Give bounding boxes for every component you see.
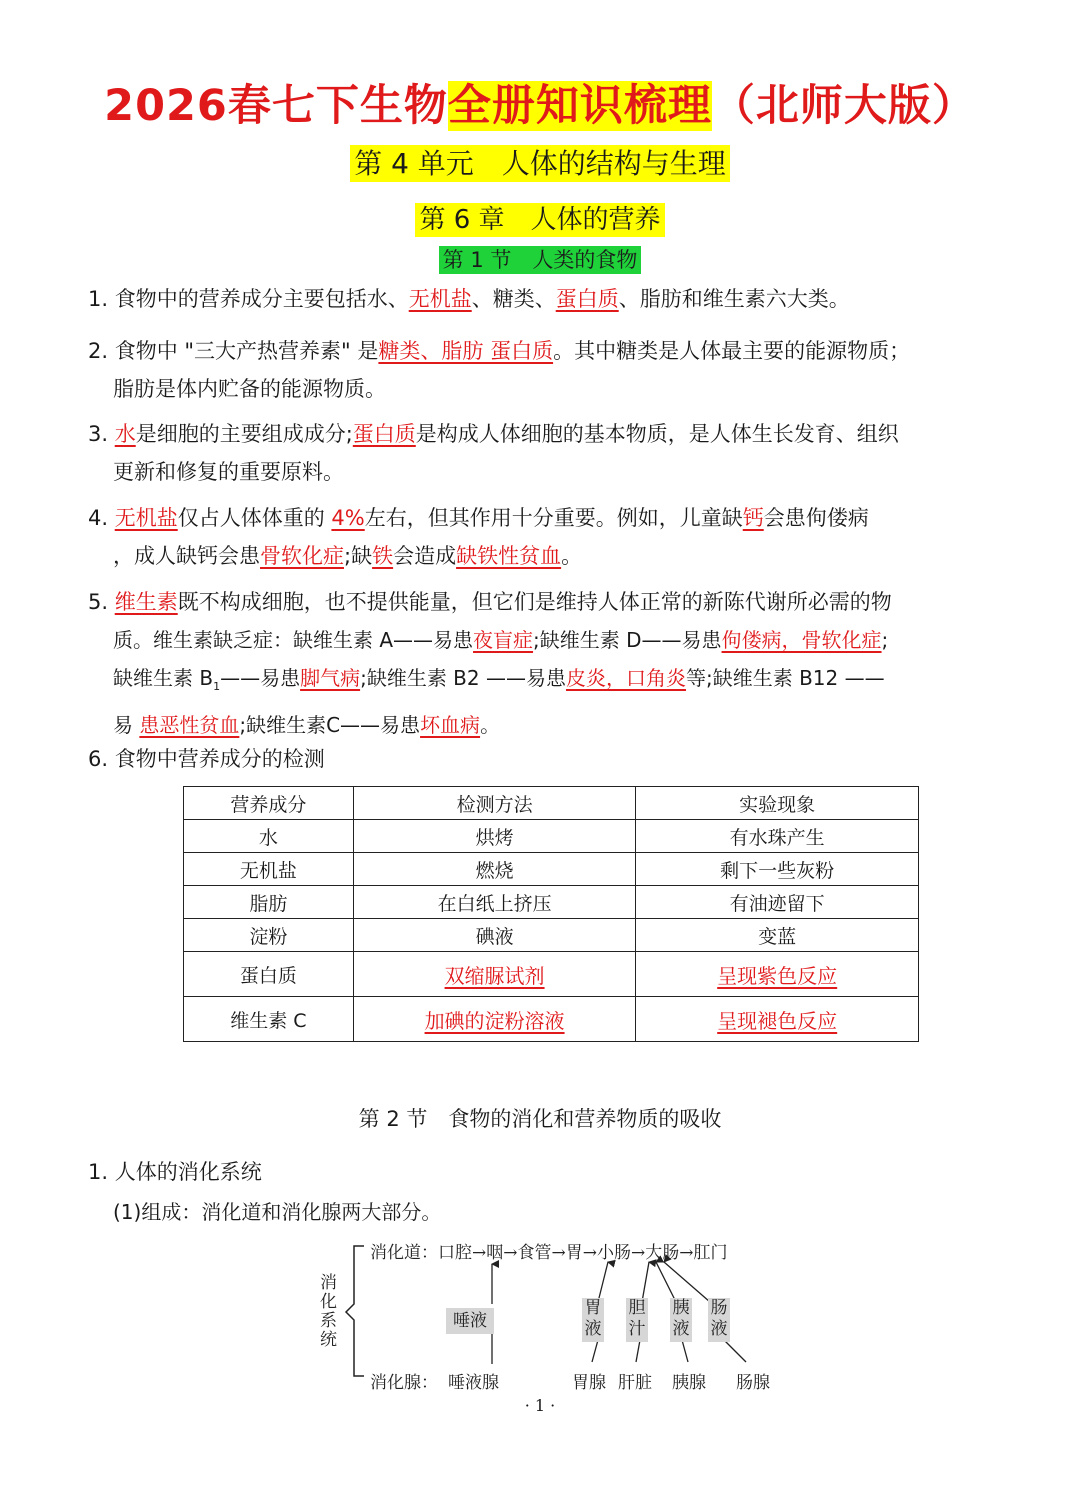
- item-6: 6. 食物中营养成分的检测: [88, 747, 325, 771]
- unit-heading: 第 4 单元 人体的结构与生理: [0, 142, 1080, 182]
- table-header: 营养成分: [184, 787, 354, 820]
- section-2-item-1-sub: (1)组成：消化道和消化腺两大部分。: [113, 1200, 442, 1224]
- section-2-item-1: 1. 人体的消化系统: [88, 1160, 262, 1184]
- table-row: 维生素 C 加碘的淀粉溶液 呈现褪色反应: [184, 997, 919, 1042]
- title-part1: 2026春七下生物: [104, 81, 448, 131]
- section-heading: 第 1 节 人类的食物: [0, 244, 1080, 274]
- intestinal-juice-box: 肠液: [708, 1298, 730, 1342]
- pancreatic-juice-box: 胰液: [670, 1298, 692, 1342]
- table-row: 水 烘烤 有水珠产生: [184, 820, 919, 853]
- glands-label: 消化腺：: [370, 1373, 438, 1393]
- system-label: 消化系统: [320, 1273, 337, 1350]
- title-part2: （北师大版）: [711, 81, 976, 131]
- table-row: 蛋白质 双缩脲试剂 呈现紫色反应: [184, 952, 919, 997]
- item-1: 1. 食物中的营养成分主要包括水、无机盐、糖类、蛋白质、脂肪和维生素六大类。: [88, 287, 850, 311]
- liver: 肝脏: [618, 1373, 652, 1393]
- gastric-gland: 胃腺: [572, 1373, 606, 1393]
- item-5: 5. 维生素既不构成细胞，也不提供能量，但它们是维持人体正常的新陈代谢所必需的物 质。维生素缺乏症：缺维生素 A——易患夜盲症;缺维生素 D——易患佝偻病，骨软化症; 缺维生素 $B_1——$易患脚气病;缺维生素 B2 ——易患皮炎，口角炎等;缺维生素 B12 —— 易 患恶性贫血;缺维生素C——易患坏血病。: [88, 590, 892, 737]
- saliva-box: 唾液: [446, 1308, 494, 1334]
- tract-label: 消化道：口腔→咽→食管→胃→小肠→大肠→肛门: [370, 1243, 728, 1263]
- item-4: 4. 无机盐仅占人体体重的 4%左右，但其作用十分重要。例如，儿童缺钙会患佝偻病 ，成人缺钙会患骨软化症;缺铁会造成缺铁性贫血。: [88, 506, 869, 568]
- page-title: [0, 72, 1080, 133]
- bile-box: 胆汁: [626, 1298, 648, 1342]
- section-2-heading: 第 2 节 食物的消化和营养物质的吸收: [358, 1107, 722, 1131]
- detection-table: [183, 786, 919, 1042]
- table-header: 检测方法: [353, 787, 636, 820]
- table-row: 无机盐 燃烧 剩下一些灰粉: [184, 853, 919, 886]
- item-3: 3. 水是细胞的主要组成成分;蛋白质是构成人体细胞的基本物质，是人体生长发育、组织 更新和修复的重要原料。: [88, 422, 899, 484]
- digestive-system-diagram: [316, 1236, 792, 1394]
- chapter-heading: 第 6 章 人体的营养: [0, 199, 1080, 236]
- table-row: 淀粉 碘液 变蓝: [184, 919, 919, 952]
- table-header-row: [184, 787, 919, 820]
- title-highlight: 全册知识梳理: [447, 81, 712, 131]
- page-number: · 1 ·: [524, 1396, 556, 1415]
- item-2: 2. 食物中 "三大产热营养素" 是糖类、脂肪 蛋白质。其中糖类是人体最主要的能源物质； 脂肪是体内贮备的能源物质。: [88, 339, 911, 401]
- gastric-juice-box: 胃液: [582, 1298, 604, 1342]
- table-row: 脂肪 在白纸上挤压 有油迹留下: [184, 886, 919, 919]
- pancreas: 胰腺: [672, 1373, 706, 1393]
- table-header: 实验现象: [636, 787, 919, 820]
- intestinal-gland: 肠腺: [736, 1373, 770, 1393]
- saliva-gland: 唾液腺: [448, 1373, 499, 1393]
